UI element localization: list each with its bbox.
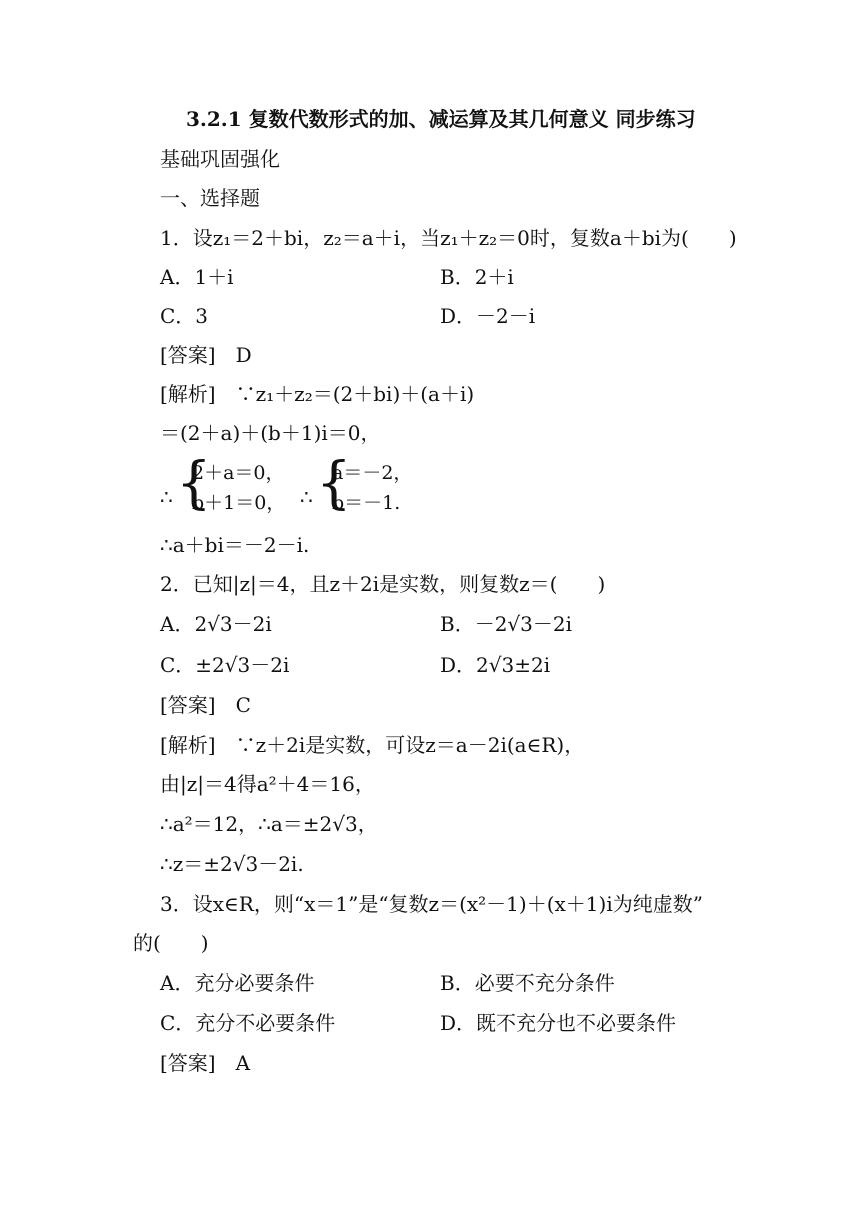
q1-answer: [答案] D	[160, 343, 252, 367]
q2-analysis-line3: ∴a²＝12，∴a＝±2√3，	[160, 812, 378, 836]
q2-analysis-line1: [解析] ∵z＋2i是实数，可设z＝a－2i(a∈R)，	[160, 733, 585, 757]
part-heading: 一、选择题	[160, 186, 260, 210]
q2-option-d: D．2√3±2i	[440, 653, 551, 677]
q3-stem-line2: 的( )	[133, 931, 209, 955]
q3-option-d: D．既不充分也不必要条件	[440, 1011, 677, 1035]
q2-analysis-line4: ∴z＝±2√3－2i.	[160, 852, 304, 876]
q1-option-c: C．3	[160, 304, 209, 328]
q2-analysis-line2: 由|z|＝4得a²＋4＝16，	[160, 772, 375, 796]
q1-option-b: B．2＋i	[440, 265, 514, 289]
q1-stem: 1．设z₁＝2＋bi，z₂＝a＋i，当z₁＋z₂＝0时，复数a＋bi为( )	[160, 226, 737, 250]
document-title: 3.2.1 复数代数形式的加、减运算及其几何意义 同步练习	[186, 107, 696, 131]
q3-answer: [答案] A	[160, 1051, 251, 1075]
section-heading: 基础巩固强化	[160, 147, 280, 171]
q2-option-c: C．±2√3－2i	[160, 653, 290, 677]
q3-option-b: B．必要不充分条件	[440, 971, 615, 995]
q1-analysis-line1: [解析] ∵z₁＋z₂＝(2＋bi)＋(a＋i)	[160, 382, 475, 406]
q3-option-a: A．充分必要条件	[160, 971, 315, 995]
therefore-symbol: ∴	[160, 485, 173, 509]
q2-answer: [答案] C	[160, 693, 251, 717]
q2-option-b: B．－2√3－2i	[440, 612, 573, 636]
q1-analysis-line2: ＝(2＋a)＋(b＋1)i＝0，	[160, 421, 381, 445]
q2-option-a: A．2√3－2i	[160, 612, 272, 636]
q1-system1-eq2: b＋1＝0，	[192, 492, 286, 514]
q3-option-c: C．充分不必要条件	[160, 1011, 336, 1035]
q2-stem: 2．已知|z|＝4，且z＋2i是实数，则复数z＝( )	[160, 572, 606, 596]
q1-system2-eq2: b＝－1.	[332, 492, 401, 514]
left-brace-icon: {	[316, 451, 352, 516]
q1-system2-eq1: a＝－2，	[332, 462, 413, 484]
q1-system1-eq1: 2＋a＝0，	[192, 462, 285, 484]
left-brace-icon: {	[176, 451, 212, 516]
q1-option-a: A．1＋i	[160, 265, 234, 289]
therefore-symbol: ∴	[300, 485, 313, 509]
q3-stem-line1: 3．设x∈R，则“x＝1”是“复数z＝(x²－1)＋(x＋1)i为纯虚数”	[160, 892, 703, 916]
q1-option-d: D．－2－i	[440, 304, 536, 328]
q1-analysis-line3: ∴a＋bi＝－2－i.	[160, 533, 310, 557]
